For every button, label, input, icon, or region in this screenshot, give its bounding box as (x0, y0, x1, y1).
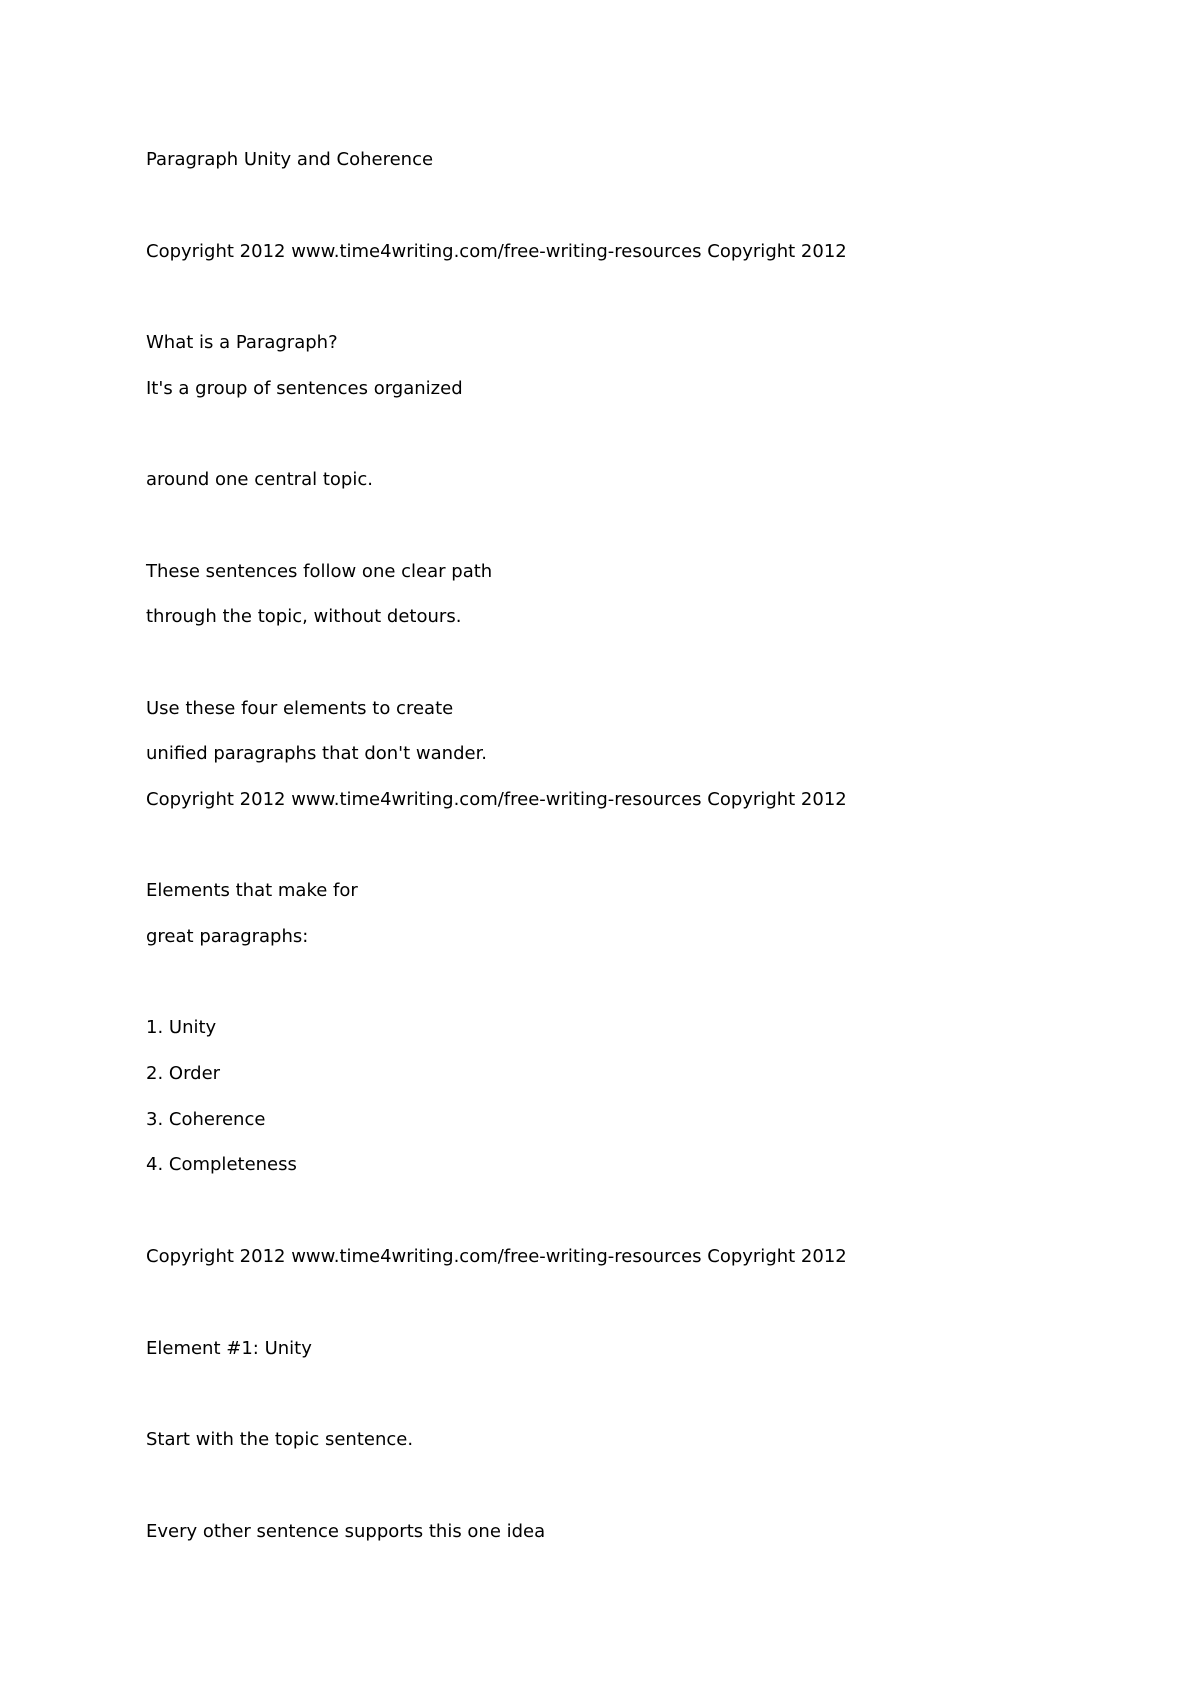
list-item: 4. Completeness (146, 1154, 297, 1175)
elements-heading: great paragraphs: (146, 926, 309, 947)
document-title: Paragraph Unity and Coherence (146, 149, 434, 170)
list-item: 1. Unity (146, 1017, 217, 1038)
use-line: unified paragraphs that don't wander. (146, 743, 488, 764)
body-line: Every other sentence supports this one idea (146, 1521, 546, 1542)
definition-line: It's a group of sentences organized (146, 378, 463, 399)
body-line: Start with the topic sentence. (146, 1429, 414, 1450)
what-is-heading: What is a Paragraph? (146, 332, 338, 353)
definition-line: around one central topic. (146, 469, 373, 490)
copyright-line: Copyright 2012 www.time4writing.com/free-writing-resources Copyright 2012 (146, 241, 847, 262)
list-item: 2. Order (146, 1063, 221, 1084)
path-line: through the topic, without detours. (146, 606, 462, 627)
use-line: Use these four elements to create (146, 698, 454, 719)
elements-heading: Elements that make for (146, 880, 358, 901)
element-heading: Element #1: Unity (146, 1338, 312, 1359)
list-item: 3. Coherence (146, 1109, 266, 1130)
copyright-line: Copyright 2012 www.time4writing.com/free-writing-resources Copyright 2012 (146, 789, 847, 810)
copyright-line: Copyright 2012 www.time4writing.com/free-writing-resources Copyright 2012 (146, 1246, 847, 1267)
path-line: These sentences follow one clear path (146, 561, 493, 582)
